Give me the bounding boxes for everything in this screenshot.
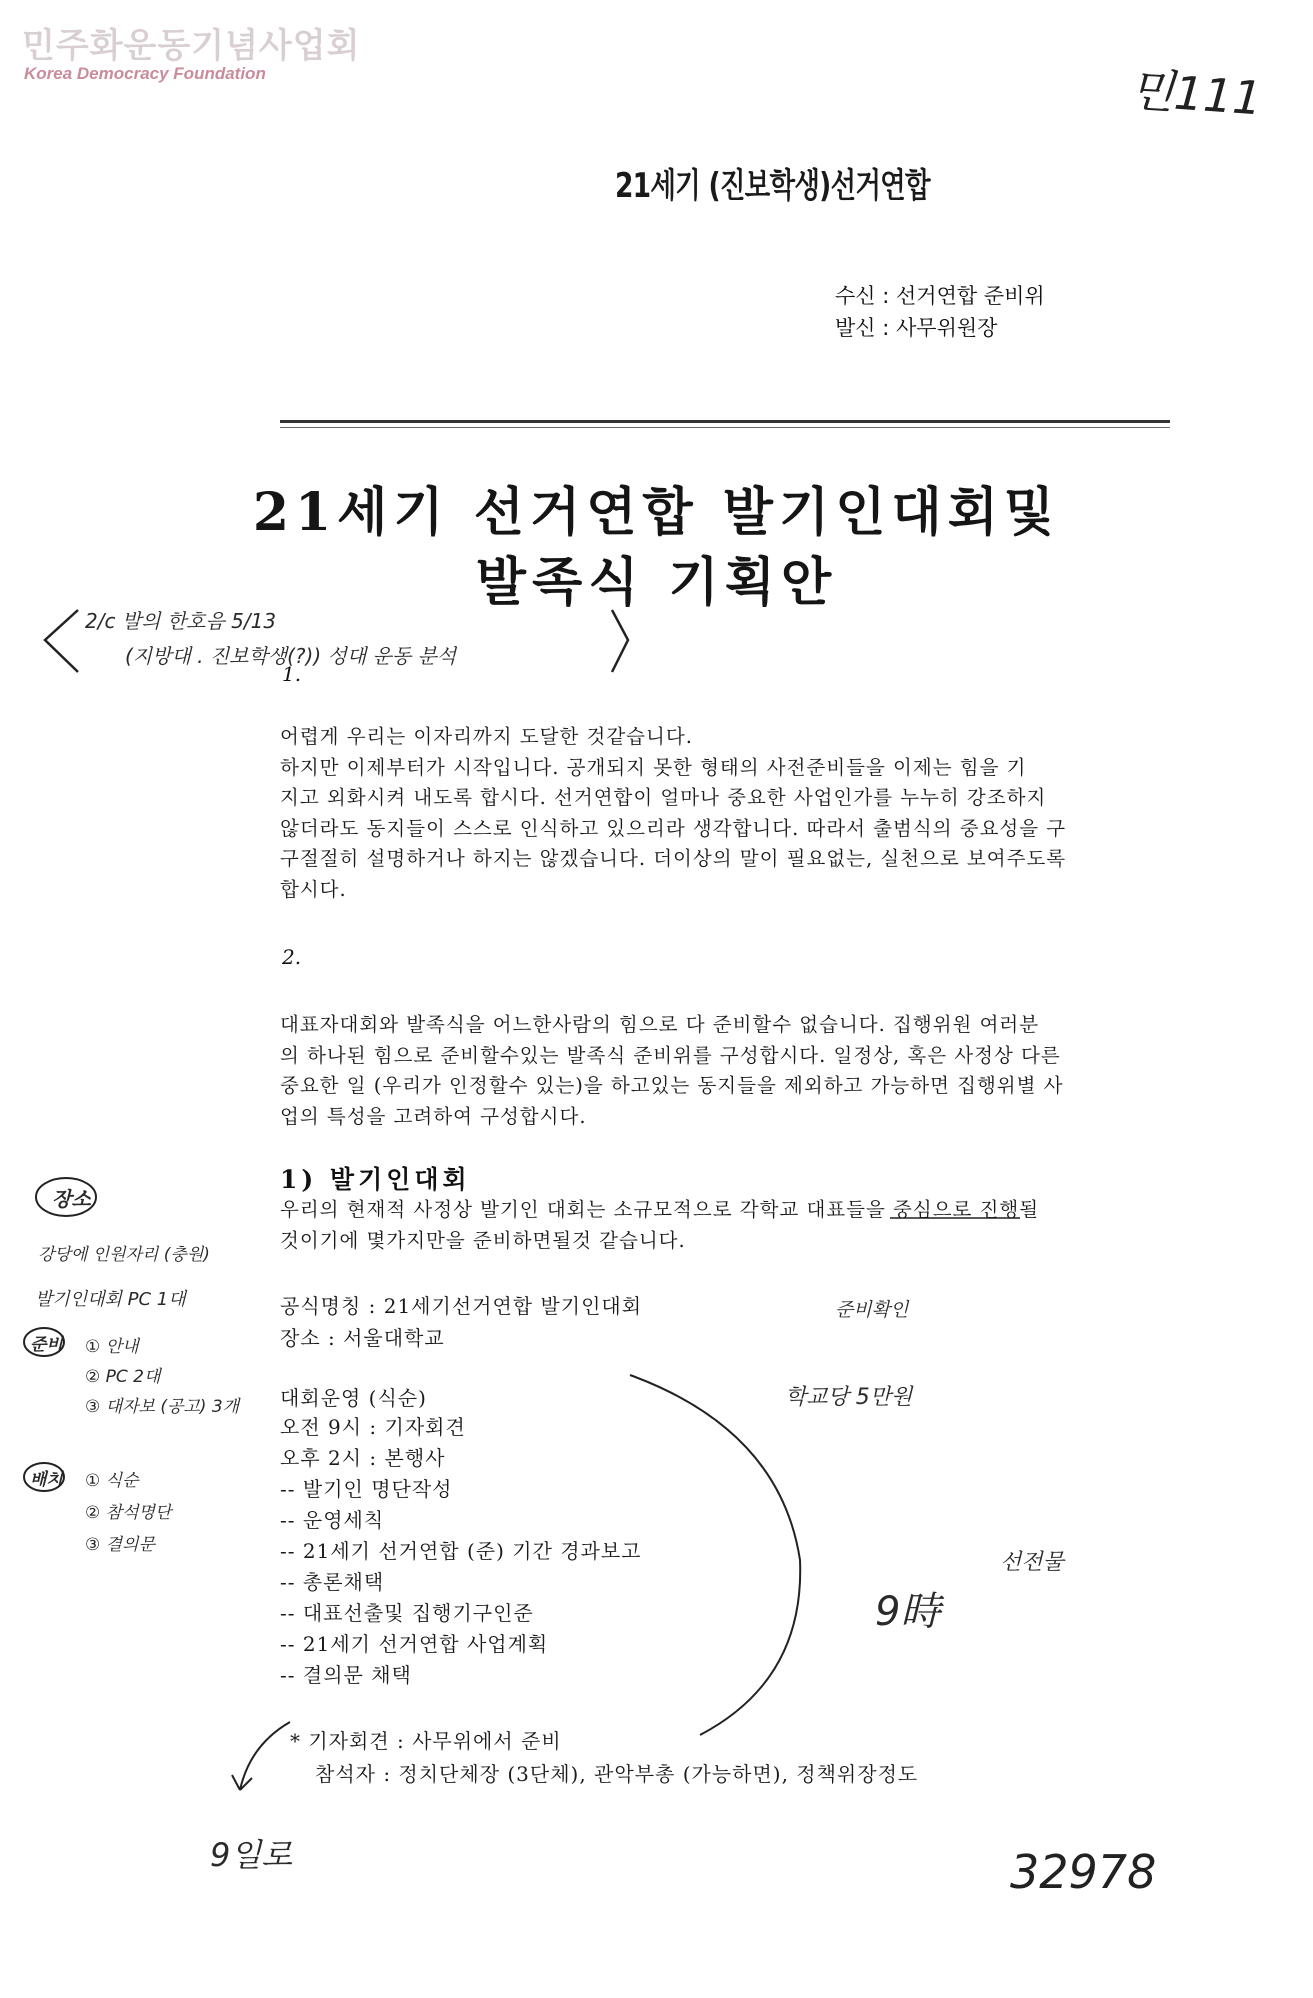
official-name: 공식명칭 : 21세기선거연합 발기인대회 [280, 1294, 643, 1318]
document-number: 민111 [1128, 62, 1264, 126]
margin-note-pc: 발기인대회 PC 1대 [35, 1289, 186, 1310]
foundation-watermark-korean: 민주화운동기념사업회 [22, 26, 361, 66]
group1-circle-mark [24, 1328, 64, 1356]
margin-note-propaganda: 선전물 [1000, 1550, 1064, 1575]
section2-number: 2. [282, 945, 302, 969]
section2-line: 업의 특성을 고려하여 구성합시다. [280, 1104, 587, 1128]
organization-name: 21세기 (진보학생)선거연합 [615, 166, 930, 206]
schedule-item: -- 총론채택 [280, 1570, 385, 1594]
margin-note-item: ③ 결의문 [85, 1535, 155, 1555]
handwritten-annotation-line2: (지방대 . 진보학생(?)) 성대 운동 분석 [125, 644, 457, 668]
margin-note-item: ③ 대자보 (공고) 3개 [85, 1397, 240, 1417]
margin-note-item: ① 식순 [85, 1471, 139, 1491]
document-title-line2: 발족식 기획안 [475, 552, 838, 613]
margin-note-item: ① 안내 [85, 1337, 139, 1357]
margin-note-item: ② PC 2대 [85, 1367, 161, 1387]
margin-note-place: 장소 [52, 1187, 91, 1211]
document-title-line1: 21세기 선거연합 발기인대회및 [252, 482, 1061, 543]
bracket-left-mark [45, 610, 78, 672]
section2-line: 중요한 일 (우리가 인정할수 있는)을 하고있는 동지들을 제외하고 가능하면 집행위별 사 [280, 1074, 1064, 1097]
section1-line: 어렵게 우리는 이자리까지 도달한 것같습니다. [280, 725, 693, 748]
section1-line: 지고 외화시켜 내도록 합시다. 선거연합이 얼마나 중요한 사업인가를 누누히 강조하지 [280, 786, 1047, 809]
schedule-item: -- 21세기 선거연합 (준) 기간 경과보고 [280, 1539, 642, 1563]
handwritten-annotation-line1: 2/c 발의 한호음 5/13 [85, 609, 277, 633]
section1-number: 1. [282, 662, 302, 686]
attendees-line: 참석자 : 정치단체장 (3단체), 관악부총 (가능하면), 정책위장정도 [315, 1762, 919, 1786]
sender-line: 발신 : 사무위원장 [835, 316, 998, 340]
section1-line: 구절절히 설명하거나 하지는 않겠습니다. 더이상의 말이 필요없는, 실천으로 보여주도록 [280, 847, 1067, 870]
subsection-heading: 1) 발기인대회 [280, 1165, 471, 1194]
section1-line: 합시다. [280, 877, 347, 901]
margin-note-bottom: 9일로 [210, 1836, 293, 1874]
margin-note-group2-label: 배치 [30, 1470, 63, 1490]
schedule-item: -- 운영세칙 [280, 1508, 385, 1532]
foundation-watermark-english: Korea Democracy Foundation [24, 64, 266, 83]
arrow-mark [232, 1722, 290, 1790]
page-number: 32978 [1010, 1845, 1157, 1899]
margin-note-group1-label: 준비 [30, 1335, 63, 1355]
section1-line: 하지만 이제부터가 시작입니다. 공개되지 못한 형태의 사전준비들을 이제는 힘을 기 [280, 755, 1027, 779]
schedule-item: 오전 9시 : 기자회견 [280, 1415, 466, 1439]
section1-line: 않더라도 동지들이 스스로 인식하고 있으리라 생각합니다. 따라서 출범식의 중요성을 구 [280, 816, 1067, 840]
subsection-intro-line: 것이기에 몇가지만을 준비하면될것 같습니다. [280, 1228, 686, 1252]
subsection-intro-line: 우리의 현재적 사정상 발기인 대회는 소규모적으로 각학교 대표들을 중심으로 진행될 [280, 1198, 1040, 1221]
program-label: 대회운영 (식순) [280, 1386, 427, 1410]
schedule-item: -- 대표선출및 집행기구인준 [280, 1601, 534, 1625]
section2-line: 의 하나된 힘으로 준비할수있는 발족식 준비위를 구성합시다. 일정상, 혹은 사정상 다른 [280, 1043, 1061, 1067]
margin-note-budget: 학교당 5만원 [785, 1385, 913, 1410]
schedule-item: -- 발기인 명단작성 [280, 1477, 453, 1501]
group2-circle-mark [24, 1463, 64, 1491]
margin-note-item: ② 참석명단 [85, 1503, 172, 1523]
press-conference-note: * 기자회견 : 사무위에서 준비 [290, 1729, 562, 1753]
margin-note-check: 준비확인 [835, 1299, 909, 1321]
bracket-right-mark [612, 610, 628, 672]
section2-line: 대표자대회와 발족식을 어느한사람의 힘으로 다 준비할수 없습니다. 집행위원 여러분 [280, 1013, 1040, 1036]
schedule-item: 오후 2시 : 본행사 [280, 1446, 446, 1470]
venue: 장소 : 서울대학교 [280, 1326, 445, 1350]
place-circle-mark [36, 1178, 96, 1216]
margin-note-hall: 강당에 인원자리 (충원) [38, 1245, 210, 1265]
bracket-curve-mark [630, 1375, 800, 1735]
schedule-item: -- 21세기 선거연합 사업계획 [280, 1632, 549, 1656]
margin-note-time: 9時 [875, 1589, 941, 1635]
schedule-item: -- 결의문 채택 [280, 1663, 412, 1687]
recipient-line: 수신 : 선거연합 준비위 [835, 284, 1045, 308]
